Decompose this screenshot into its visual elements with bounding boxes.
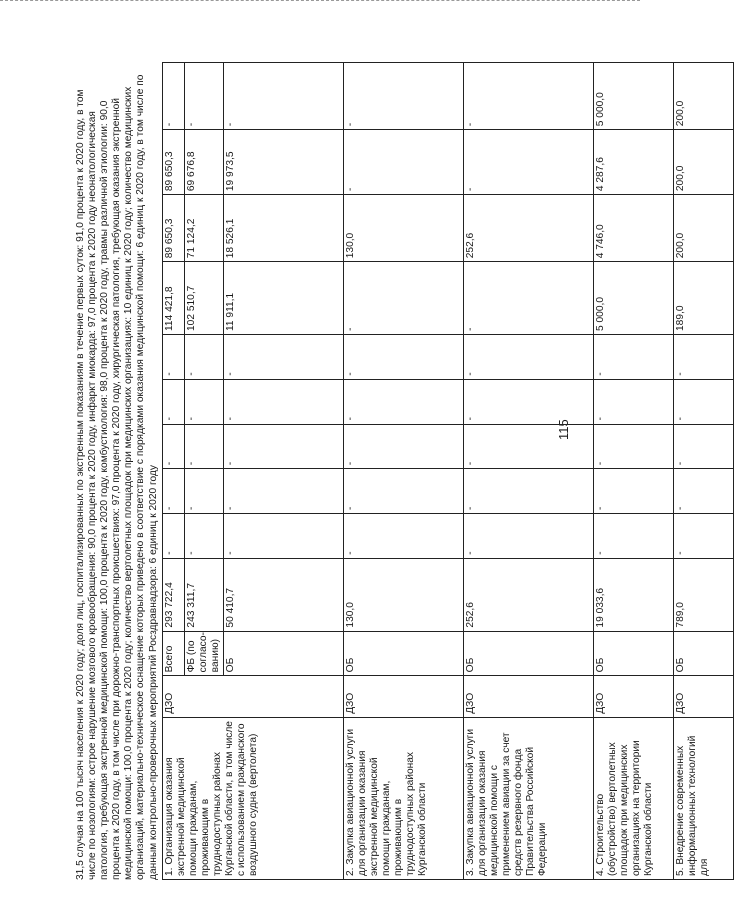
- year-amount-cell: 189,0: [673, 262, 733, 335]
- table-row: [463, 63, 593, 880]
- year-amount-cell: 69 676,8: [184, 130, 223, 195]
- year-amount-cell: 19 973,5: [223, 130, 343, 195]
- funding-source-cell: ОБ: [343, 631, 463, 676]
- year-amount-cell: -: [593, 335, 673, 380]
- year-amount-cell: -: [593, 424, 673, 469]
- year-amount-cell: 4 287,6: [593, 130, 673, 195]
- total-amount-cell: 50 410,7: [223, 558, 343, 631]
- year-amount-cell: -: [223, 469, 343, 514]
- measure-name-cell: 1. Организация оказания экстренной медицинской помощи гражданам, проживающим в труднодоступных районах Курганской области, в том числе с использованием гражданского воздушного судна (вертолета): [162, 717, 343, 879]
- table-row: [593, 63, 673, 880]
- total-amount-cell: 293 722,4: [162, 558, 184, 631]
- year-amount-cell: -: [673, 469, 733, 514]
- year-amount-cell: -: [223, 335, 343, 380]
- measure-name-cell: 3. Закупка авиационной услуги для организации оказания медицинской помощи с применением авиации за счет средств резервного фонда Правительства Российской Федерации: [463, 717, 593, 879]
- year-amount-cell: -: [673, 335, 733, 380]
- year-amount-cell: 5 000,0: [593, 63, 673, 130]
- total-amount-cell: 252,6: [463, 558, 593, 631]
- year-amount-cell: 200,0: [673, 130, 733, 195]
- year-amount-cell: -: [463, 379, 593, 424]
- year-amount-cell: -: [343, 262, 463, 335]
- table-row: [673, 63, 733, 880]
- year-amount-cell: -: [162, 469, 184, 514]
- funding-source-cell: ОБ: [463, 631, 593, 676]
- year-amount-cell: -: [463, 262, 593, 335]
- intro-paragraph: 31,5 случая на 100 тысяч населения к 2020 году; доля лиц, госпитализированных по экстренным показаниям в течение первых суток: 91,0 процента к 2020 году, в том числе по нозологиям: острое нарушение мозгового кровообращения: 90,0 процента к 2020 году, инфаркт миокарда: 97,0 процента к 2020 году неонатологическая патология, требующая экстренной медицинской помощи: 100,0 процента к 2020 году, комбустиология: 98,0 процента к 2020 году, травмы различной этиологии: 90,0 процента к 2020 году, в том числе при дорожно-транспортных происшествиях: 97,0 процента к 2020 году, хирургическая патология, требующая оказания экстренной медицинской помощи: 100,0 процента к 2020 году; количество вертолетных площадок при медицинских организациях: 10 единиц к 2020 году; количество медицинских организаций, материально-техническое оснащение которых приведено в соответствие с порядками оказания медицинской помощи: 6 единиц к 2020 году, в том числе по данным контрольно-проверочных мероприятий Росздравнадзора: 6 единиц к 2020 году: [75, 74, 159, 880]
- measure-name-cell: 2. Закупка авиационной услуги для организации оказания экстренной медицинской помощи гражданам, проживающим в труднодоступных районах Курганской области: [343, 717, 463, 879]
- year-amount-cell: 89 650,3: [162, 195, 184, 262]
- year-amount-cell: -: [223, 63, 343, 130]
- year-amount-cell: -: [463, 63, 593, 130]
- total-amount-cell: 19 033,6: [593, 558, 673, 631]
- funding-source-cell: ОБ: [593, 631, 673, 676]
- year-amount-cell: -: [184, 335, 223, 380]
- year-amount-cell: 11 911,1: [223, 262, 343, 335]
- year-amount-cell: -: [343, 130, 463, 195]
- year-amount-cell: -: [463, 130, 593, 195]
- year-amount-cell: -: [673, 514, 733, 559]
- executor-cell: ДЗО: [343, 676, 463, 717]
- year-amount-cell: -: [593, 379, 673, 424]
- year-amount-cell: -: [223, 514, 343, 559]
- year-amount-cell: -: [593, 469, 673, 514]
- year-amount-cell: -: [463, 514, 593, 559]
- year-amount-cell: 89 650,3: [162, 130, 184, 195]
- year-amount-cell: -: [343, 379, 463, 424]
- year-amount-cell: -: [593, 514, 673, 559]
- year-amount-cell: 252,6: [463, 195, 593, 262]
- measure-name-cell: 4. Строительство (обустройство) вертолетных площадок при медицинских организациях на территории Курганской области: [593, 717, 673, 879]
- table-row: [162, 63, 184, 880]
- year-amount-cell: 200,0: [673, 63, 733, 130]
- year-amount-cell: -: [162, 424, 184, 469]
- year-amount-cell: -: [463, 469, 593, 514]
- year-amount-cell: 4 746,0: [593, 195, 673, 262]
- year-amount-cell: -: [343, 335, 463, 380]
- total-amount-cell: 130,0: [343, 558, 463, 631]
- year-amount-cell: -: [463, 335, 593, 380]
- year-amount-cell: 5 000,0: [593, 262, 673, 335]
- total-amount-cell: 789,0: [673, 558, 733, 631]
- year-amount-cell: -: [184, 424, 223, 469]
- year-amount-cell: -: [343, 63, 463, 130]
- year-amount-cell: -: [162, 379, 184, 424]
- funding-source-cell: ФБ (по согласо-ванию): [184, 631, 223, 676]
- year-amount-cell: 200,0: [673, 195, 733, 262]
- executor-cell: ДЗО: [673, 676, 733, 717]
- year-amount-cell: 102 510,7: [184, 262, 223, 335]
- year-amount-cell: -: [162, 335, 184, 380]
- year-amount-cell: -: [343, 514, 463, 559]
- year-amount-cell: -: [223, 379, 343, 424]
- executor-cell: ДЗО: [162, 676, 343, 717]
- executor-cell: ДЗО: [593, 676, 673, 717]
- year-amount-cell: 130,0: [343, 195, 463, 262]
- year-amount-cell: 114 421,8: [162, 262, 184, 335]
- year-amount-cell: -: [184, 379, 223, 424]
- scan-top-edge: [0, 0, 640, 3]
- year-amount-cell: -: [343, 469, 463, 514]
- year-amount-cell: -: [463, 424, 593, 469]
- total-amount-cell: 243 311,7: [184, 558, 223, 631]
- year-amount-cell: -: [184, 514, 223, 559]
- rotated-page-content: [75, 60, 710, 880]
- year-amount-cell: -: [162, 63, 184, 130]
- financing-table: [162, 62, 734, 880]
- year-amount-cell: 71 124,2: [184, 195, 223, 262]
- year-amount-cell: -: [184, 63, 223, 130]
- measure-name-cell: 5. Внедрение современных информационных технологий для: [673, 717, 733, 879]
- page-number: 115: [556, 419, 571, 440]
- year-amount-cell: -: [673, 424, 733, 469]
- table-row: [343, 63, 463, 880]
- year-amount-cell: -: [184, 469, 223, 514]
- funding-source-cell: Всего: [162, 631, 184, 676]
- financing-table-body: [162, 63, 733, 880]
- executor-cell: ДЗО: [463, 676, 593, 717]
- year-amount-cell: -: [673, 379, 733, 424]
- year-amount-cell: -: [162, 514, 184, 559]
- funding-source-cell: ОБ: [673, 631, 733, 676]
- year-amount-cell: 18 526,1: [223, 195, 343, 262]
- year-amount-cell: -: [343, 424, 463, 469]
- year-amount-cell: -: [223, 424, 343, 469]
- funding-source-cell: ОБ: [223, 631, 343, 676]
